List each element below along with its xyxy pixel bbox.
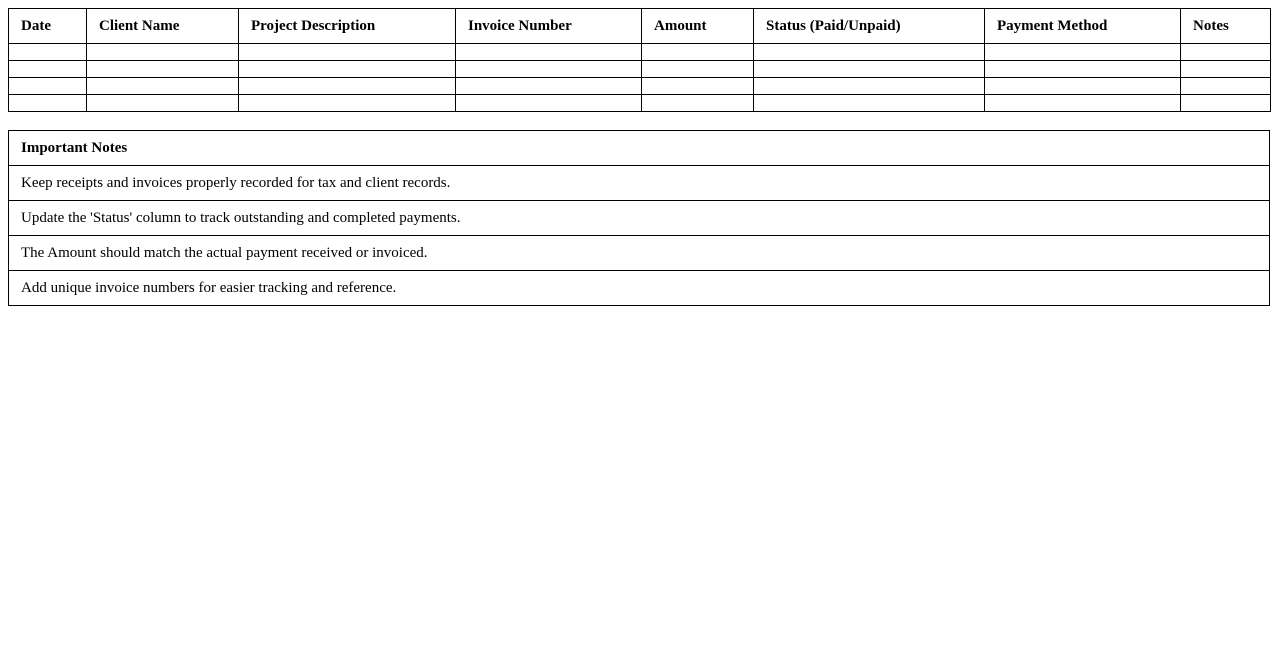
table-cell[interactable] [239, 44, 456, 61]
table-cell[interactable] [9, 78, 87, 95]
column-header-project-description: Project Description [239, 9, 456, 44]
note-text: The Amount should match the actual payment received or invoiced. [9, 236, 1270, 271]
table-cell[interactable] [985, 78, 1181, 95]
table-cell[interactable] [456, 78, 642, 95]
table-cell[interactable] [754, 61, 985, 78]
table-row [9, 44, 1271, 61]
note-text: Update the 'Status' column to track outstanding and completed payments. [9, 201, 1270, 236]
table-header-row [9, 9, 1271, 44]
table-cell[interactable] [642, 61, 754, 78]
note-text: Keep receipts and invoices properly recorded for tax and client records. [9, 166, 1270, 201]
table-cell[interactable] [456, 95, 642, 112]
table-cell[interactable] [754, 44, 985, 61]
list-item [9, 236, 1270, 271]
table-cell[interactable] [985, 61, 1181, 78]
table-cell[interactable] [754, 78, 985, 95]
column-header-invoice-number: Invoice Number [456, 9, 642, 44]
column-header-client-name: Client Name [87, 9, 239, 44]
column-header-payment-method: Payment Method [985, 9, 1181, 44]
table-cell[interactable] [456, 61, 642, 78]
table-cell[interactable] [985, 95, 1181, 112]
table-cell[interactable] [754, 95, 985, 112]
table-cell[interactable] [87, 95, 239, 112]
list-item [9, 166, 1270, 201]
table-cell[interactable] [239, 78, 456, 95]
table-cell[interactable] [642, 95, 754, 112]
list-item [9, 201, 1270, 236]
table-cell[interactable] [87, 78, 239, 95]
important-notes-table [8, 130, 1270, 306]
column-header-status: Status (Paid/Unpaid) [754, 9, 985, 44]
table-cell[interactable] [1181, 78, 1271, 95]
table-cell[interactable] [239, 61, 456, 78]
table-cell[interactable] [9, 61, 87, 78]
invoice-table [8, 8, 1271, 112]
table-cell[interactable] [642, 78, 754, 95]
table-cell[interactable] [87, 61, 239, 78]
list-item [9, 271, 1270, 306]
table-cell[interactable] [87, 44, 239, 61]
notes-header-row [9, 131, 1270, 166]
column-header-amount: Amount [642, 9, 754, 44]
notes-heading: Important Notes [9, 131, 1270, 166]
table-cell[interactable] [456, 44, 642, 61]
table-cell[interactable] [642, 44, 754, 61]
table-row [9, 95, 1271, 112]
table-cell[interactable] [1181, 95, 1271, 112]
column-header-notes: Notes [1181, 9, 1271, 44]
column-header-date: Date [9, 9, 87, 44]
table-row [9, 61, 1271, 78]
table-cell[interactable] [1181, 44, 1271, 61]
table-cell[interactable] [985, 44, 1181, 61]
table-cell[interactable] [9, 44, 87, 61]
table-row [9, 78, 1271, 95]
table-cell[interactable] [1181, 61, 1271, 78]
table-cell[interactable] [9, 95, 87, 112]
note-text: Add unique invoice numbers for easier tracking and reference. [9, 271, 1270, 306]
table-cell[interactable] [239, 95, 456, 112]
